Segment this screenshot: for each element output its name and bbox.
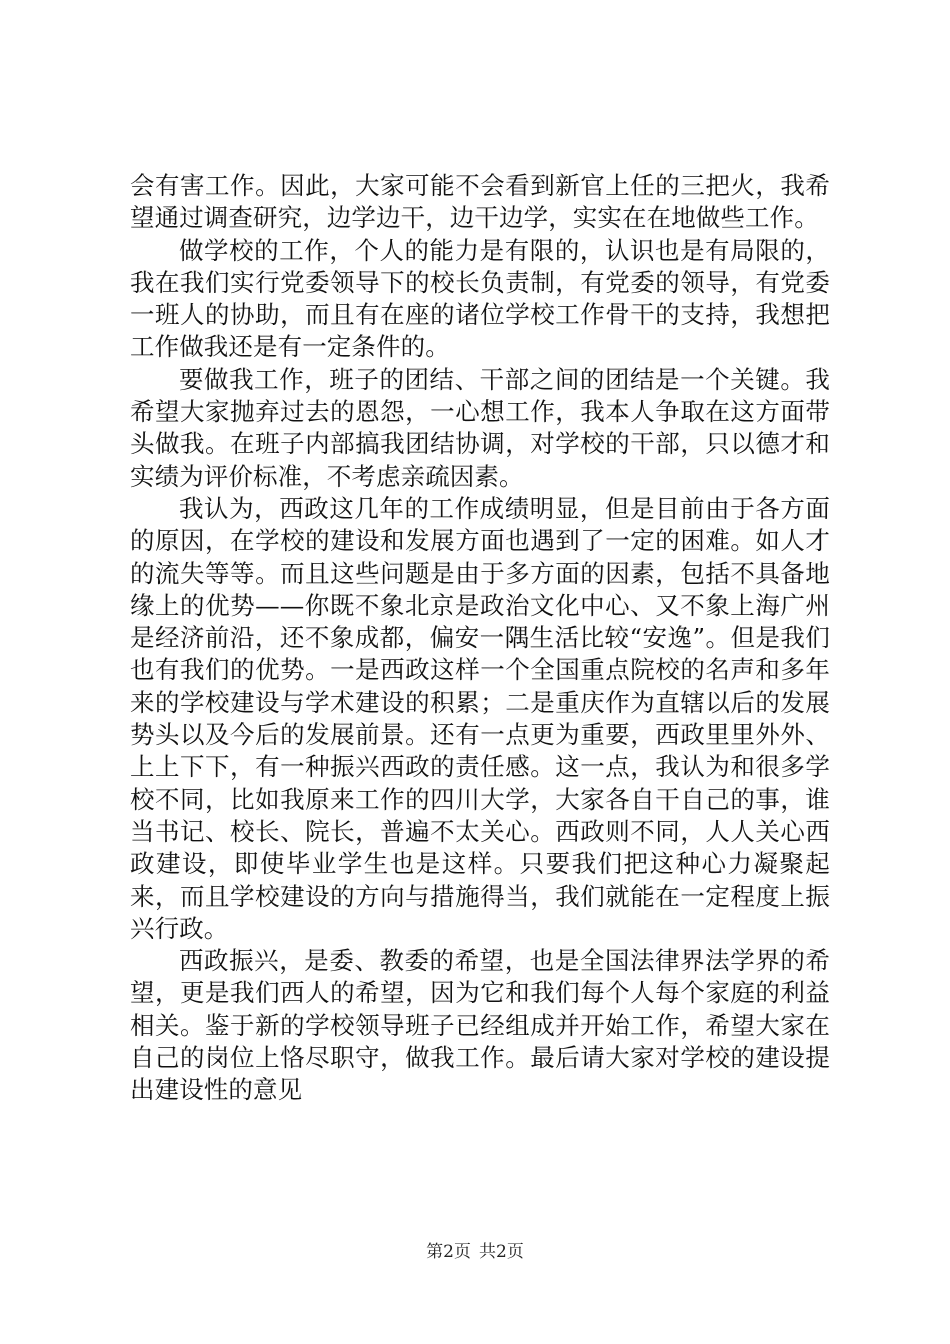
paragraph-2: 做学校的工作，个人的能力是有限的，认识也是有局限的，我在我们实行党委领导下的校长负责制，有党委的领导，有党委一班人的协助，而且有在座的诸位学校工作骨干的支持，我想把工作做我还是有一定条件的。 bbox=[130, 235, 830, 362]
page-total: 共2页 bbox=[479, 1242, 524, 1262]
paragraph-4: 我认为，西政这几年的工作成绩明显，但是目前由于各方面的原因，在学校的建设和发展方面也遇到了一定的困难。如人才的流失等等。而且这些问题是由于多方面的因素，包括不具备地缘上的优势——你既不象北京是政治文化中心、又不象上海广州是经济前沿，还不象成都，偏安一隅生活比较“安逸”。但是我们也有我们的优势。一是西政这样一个全国重点院校的名声和多年来的学校建设与学术建设的积累；二是重庆作为直辖以后的发展势头以及今后的发展前景。还有一点更为重要，西政里里外外、上上下下，有一种振兴西政的责任感。这一点，我认为和很多学校不同，比如我原来工作的四川大学，大家各自干自己的事，谁当书记、校长、院长，普遍不太关心。西政则不同，人人关心西政建设，即使毕业学生也是这样。只要我们把这种心力凝聚起来，而且学校建设的方向与措施得当，我们就能在一定程度上振兴行政。 bbox=[130, 493, 830, 943]
document-body bbox=[130, 170, 830, 1107]
page-number: 第2页 bbox=[426, 1242, 471, 1262]
paragraph-5: 西政振兴，是委、教委的希望，也是全国法律界法学界的希望，更是我们西人的希望，因为它和我们每个人每个家庭的利益相关。鉴于新的学校领导班子已经组成并开始工作，希望大家在自己的岗位上恪尽职守，做我工作。最后请大家对学校的建设提出建设性的意见 bbox=[130, 946, 830, 1105]
paragraph-1: 会有害工作。因此，大家可能不会看到新官上任的三把火，我希望通过调查研究，边学边干，边干边学，实实在在地做些工作。 bbox=[130, 171, 830, 233]
paragraph-3: 要做我工作，班子的团结、干部之间的团结是一个关键。我希望大家抛弃过去的恩怨，一心想工作，我本人争取在这方面带头做我。在班子内部搞我团结协调，对学校的干部，只以德才和实绩为评价标准，不考虑亲疏因素。 bbox=[130, 364, 830, 491]
page-footer bbox=[0, 1241, 950, 1263]
